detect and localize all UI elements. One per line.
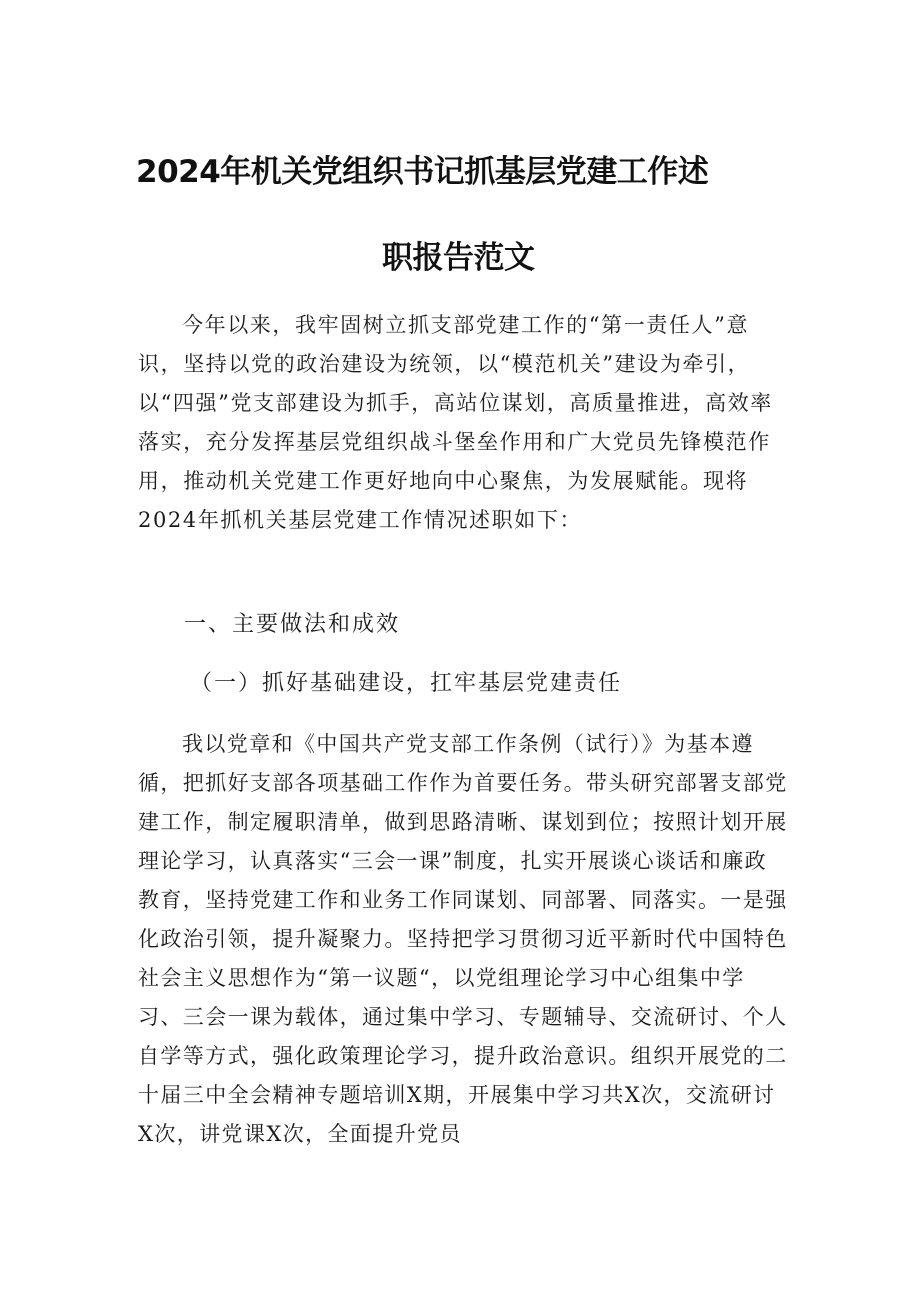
document-title-line-2: 职报告范文 — [382, 240, 535, 276]
body-paragraph: 我以党章和《中国共产党支部工作条例（试行）》为基本遵循，把抓好支部各项基础工作作为首要任务。带头研究部署支部党建工作，制定履职清单，做到思路清晰、谋划到位；按照计划开展理论学习，认真落实“三会一课”制度，扎实开展谈心谈话和廉政教育，坚持党建工作和业务工作同谋划、同部署、同落实。一是强化政治引领，提升凝聚力。坚持把学习贯彻习近平新时代中国特色社会主义思想作为“第一议题“，以党组理论学习中心组集中学习、三会一课为载体，通过集中学习、专题辅导、交流研讨、个人自学等方式，强化政策理论学习，提升政治意识。组织开展党的二十届三中全会精神专题培训X期，开展集中学习共X次，交流研讨X次，讲党课X次，全面提升党员 — [138, 732, 788, 1146]
document-title-line-1: 2024年机关党组织书记抓基层党建工作述 — [136, 154, 709, 190]
subsection-heading: （一）抓好基础建设，扛牢基层党建责任 — [190, 671, 623, 696]
intro-paragraph: 今年以来，我牢固树立抓支部党建工作的“第一责任人”意识，坚持以党的政治建设为统领，以“模范机关”建设为牵引，以“四强”党支部建设为抓手，高站位谋划，高质量推进，高效率落实，充分发挥基层党组织战斗堡垒作用和广大党员先锋模范作用，推动机关党建工作更好地向中心聚焦，为发展赋能。现将2024年抓机关基层党建工作情况述职如下： — [138, 313, 773, 532]
section-heading: 一、主要做法和成效 — [184, 612, 401, 637]
